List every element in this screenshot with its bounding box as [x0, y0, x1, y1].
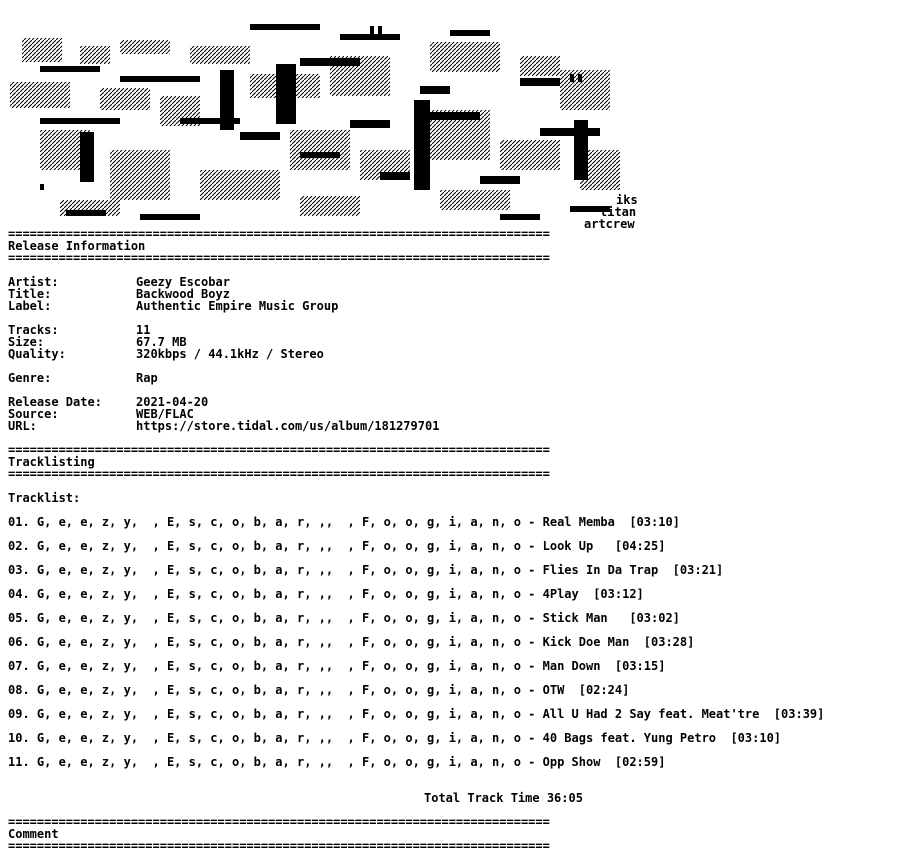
field-key: Source: — [8, 407, 59, 421]
track-row: 10. G, e, e, z, y, , E, s, c, o, b, a, r, ,, , F, o, o, g, i, a, n, o - 40 Bags feat. Yung Petro [03:10] — [8, 731, 782, 745]
field-key: Release Date: — [8, 395, 102, 409]
separator: =========================================================================== — [8, 251, 550, 265]
track-row: 04. G, e, e, z, y, , E, s, c, o, b, a, r, ,, , F, o, o, g, i, a, n, o - 4Play [03:12] — [8, 587, 644, 601]
separator: =========================================================================== — [8, 839, 550, 853]
field-key: URL: — [8, 419, 37, 433]
field-value-url[interactable]: https://store.tidal.com/us/album/181279701 — [136, 419, 440, 433]
field-key: Label: — [8, 299, 52, 313]
section-title-comment: Comment — [8, 827, 59, 841]
field-key: Quality: — [8, 347, 66, 361]
tracklist-label: Tracklist: — [8, 491, 81, 505]
separator: =========================================================================== — [8, 443, 550, 457]
track-row: 07. G, e, e, z, y, , E, s, c, o, b, a, r, ,, , F, o, o, g, i, a, n, o - Man Down [03:15] — [8, 659, 666, 673]
field-key: Size: — [8, 335, 45, 349]
field-quality — [8, 348, 324, 360]
separator: =========================================================================== — [8, 227, 550, 241]
field-key: Title: — [8, 287, 52, 301]
field-url — [8, 420, 439, 432]
track-row: 02. G, e, e, z, y, , E, s, c, o, b, a, r, ,, , F, o, o, g, i, a, n, o - Look Up [04:25] — [8, 539, 666, 553]
field-value: 67.7 MB — [136, 335, 187, 349]
ascii-art-logo — [0, 0, 660, 230]
track-row: 09. G, e, e, z, y, , E, s, c, o, b, a, r, ,, , F, o, o, g, i, a, n, o - All U Had 2 Say feat. Meat'tre [03:39] — [8, 707, 825, 721]
field-key: Artist: — [8, 275, 59, 289]
field-value: Backwood Boyz — [136, 287, 230, 301]
track-row: 03. G, e, e, z, y, , E, s, c, o, b, a, r, ,, , F, o, o, g, i, a, n, o - Flies In Da Trap [03:21] — [8, 563, 724, 577]
section-title-tracklisting: Tracklisting — [8, 455, 95, 469]
art-credit-line-3: artcrew — [584, 217, 635, 231]
field-value: 320kbps / 44.1kHz / Stereo — [136, 347, 324, 361]
field-value: Geezy Escobar — [136, 275, 230, 289]
field-value: 11 — [136, 323, 151, 337]
track-row: 08. G, e, e, z, y, , E, s, c, o, b, a, r, ,, , F, o, o, g, i, a, n, o - OTW [02:24] — [8, 683, 630, 697]
art-credit-line-1: iks — [616, 193, 638, 207]
field-label — [8, 300, 338, 312]
field-value: Authentic Empire Music Group — [136, 299, 339, 313]
track-row: 11. G, e, e, z, y, , E, s, c, o, b, a, r, ,, , F, o, o, g, i, a, n, o - Opp Show [02:59] — [8, 755, 666, 769]
field-value: WEB/FLAC — [136, 407, 194, 421]
field-key: Tracks: — [8, 323, 59, 337]
total-track-time: Total Track Time 36:05 — [424, 791, 583, 805]
field-genre — [8, 372, 158, 384]
separator: =========================================================================== — [8, 467, 550, 481]
field-value: Rap — [136, 371, 158, 385]
track-row: 06. G, e, e, z, y, , E, s, c, o, b, a, r, ,, , F, o, o, g, i, a, n, o - Kick Doe Man [03:28] — [8, 635, 695, 649]
field-key: Genre: — [8, 371, 52, 385]
separator: =========================================================================== — [8, 815, 550, 829]
section-title-release-information: Release Information — [8, 239, 146, 253]
track-row: 05. G, e, e, z, y, , E, s, c, o, b, a, r, ,, , F, o, o, g, i, a, n, o - Stick Man [03:02] — [8, 611, 680, 625]
art-credit-line-2: titan — [600, 205, 637, 219]
field-value: 2021-04-20 — [136, 395, 209, 409]
art-credit — [584, 194, 638, 230]
track-row: 01. G, e, e, z, y, , E, s, c, o, b, a, r, ,, , F, o, o, g, i, a, n, o - Real Memba [03:10] — [8, 515, 680, 529]
